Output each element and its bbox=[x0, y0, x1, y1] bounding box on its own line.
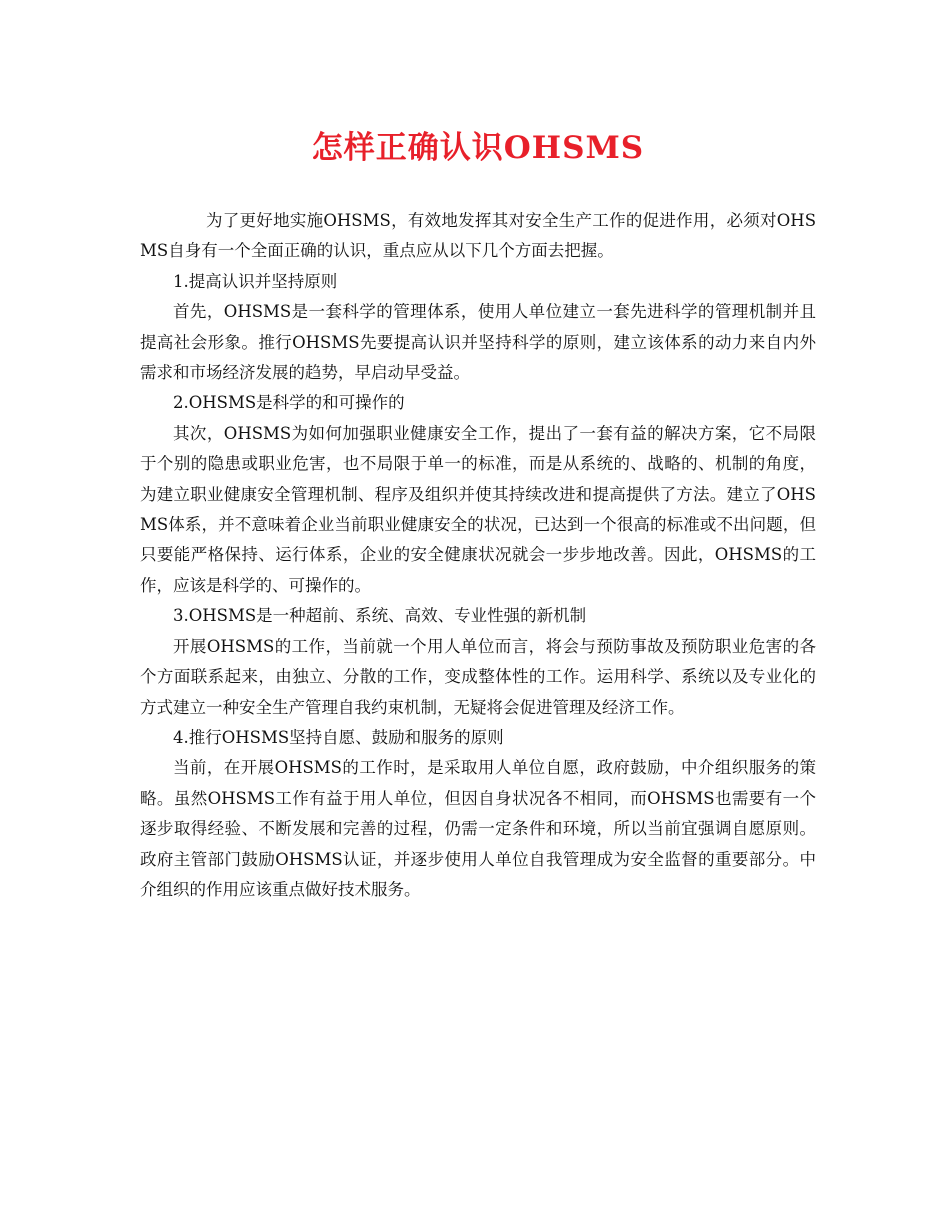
document-page bbox=[140, 120, 816, 905]
section-body-1: 首先，OHSMS是一套科学的管理体系，使用人单位建立一套先进科学的管理机制并且提高社会形象。推行OHSMS先要提高认识并坚持科学的原则，建立该体系的动力来自内外需求和市场经济发展的趋势，早启动早受益。 bbox=[140, 302, 816, 383]
section-body-4: 当前，在开展OHSMS的工作时，是采取用人单位自愿，政府鼓励，中介组织服务的策略。虽然OHSMS工作有益于用人单位，但因自身状况各不相同，而OHSMS也需要有一个逐步取得经验、不断发展和完善的过程，仍需一定条件和环境，所以当前宜强调自愿原则。政府主管部门鼓励OHSMS认证，并逐步使用人单位自我管理成为安全监督的重要部分。中介组织的作用应该重点做好技术服务。 bbox=[140, 758, 816, 899]
section-heading-3: 3.OHSMS是一种超前、系统、高效、专业性强的新机制 bbox=[173, 606, 587, 626]
intro-paragraph: 为了更好地实施OHSMS，有效地发挥其对安全生产工作的促进作用，必须对OHSMS自身有一个全面正确的认识，重点应从以下几个方面去把握。 bbox=[140, 211, 816, 261]
section-body-3: 开展OHSMS的工作，当前就一个用人单位而言，将会与预防事故及预防职业危害的各个方面联系起来，由独立、分散的工作，变成整体性的工作。运用科学、系统以及专业化的方式建立一种安全生产管理自我约束机制，无疑将会促进管理及经济工作。 bbox=[140, 636, 816, 717]
section-body-2: 其次，OHSMS为如何加强职业健康安全工作，提出了一套有益的解决方案，它不局限于个别的隐患或职业危害，也不局限于单一的标准，而是从系统的、战略的、机制的角度，为建立职业健康安全管理机制、程序及组织并使其持续改进和提高提供了方法。建立了OHSMS体系，并不意味着企业当前职业健康安全的状况，已达到一个很高的标准或不出问题，但只要能严格保持、运行体系，企业的安全健康状况就会一步步地改善。因此，OHSMS的工作，应该是科学的、可操作的。 bbox=[140, 423, 816, 595]
section-heading-2: 2.OHSMS是科学的和可操作的 bbox=[173, 393, 405, 413]
page-title: 怎样正确认识OHSMS bbox=[311, 130, 645, 166]
section-heading-4: 4.推行OHSMS坚持自愿、鼓励和服务的原则 bbox=[173, 727, 504, 747]
section-heading-1: 1.提高认识并坚持原则 bbox=[173, 271, 338, 291]
